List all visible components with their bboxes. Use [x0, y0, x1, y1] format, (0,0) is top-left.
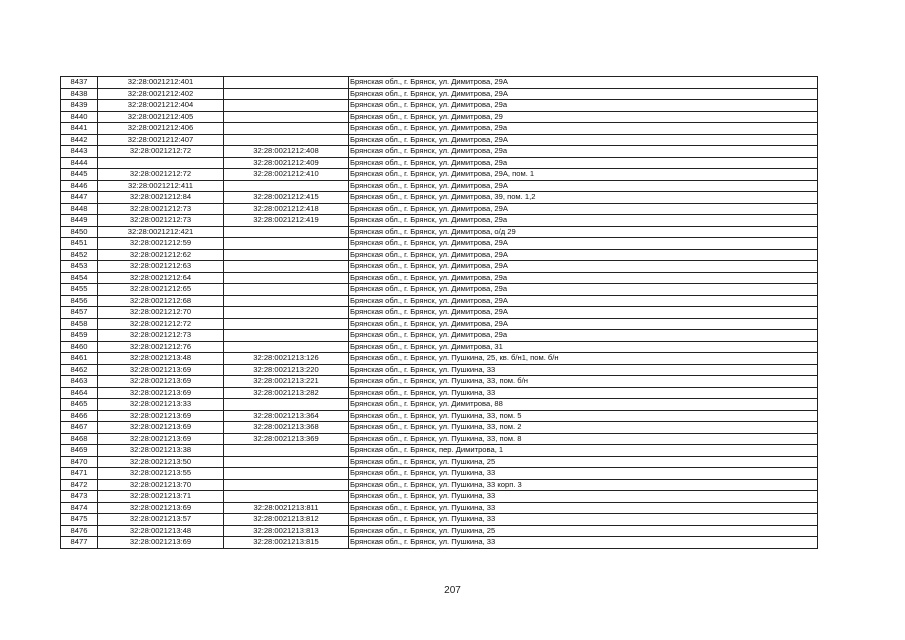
address-cell: Брянская обл., г. Брянск, ул. Пушкина, 25 [349, 456, 818, 468]
cadastral-number-cell: 32:28:0021213:48 [98, 525, 224, 537]
row-number-cell: 8450 [61, 226, 98, 238]
row-number-cell: 8476 [61, 525, 98, 537]
cadastral-number-cell: 32:28:0021212:405 [98, 111, 224, 123]
cadastral-number-cell: 32:28:0021213:70 [98, 479, 224, 491]
table-row [61, 491, 818, 503]
row-number-cell: 8457 [61, 307, 98, 319]
cadastral-object-cell [224, 180, 349, 192]
cadastral-number-cell: 32:28:0021212:59 [98, 238, 224, 250]
cadastral-object-cell [224, 77, 349, 89]
address-cell: Брянская обл., г. Брянск, ул. Димитрова, 29а [349, 330, 818, 342]
address-cell: Брянская обл., г. Брянск, ул. Димитрова, о/д 29 [349, 226, 818, 238]
table-row [61, 307, 818, 319]
row-number-cell: 8472 [61, 479, 98, 491]
table-row [61, 157, 818, 169]
table-row [61, 100, 818, 112]
table-row [61, 77, 818, 89]
row-number-cell: 8463 [61, 376, 98, 388]
cadastral-number-cell: 32:28:0021213:69 [98, 537, 224, 549]
row-number-cell: 8453 [61, 261, 98, 273]
cadastral-object-cell [224, 226, 349, 238]
cadastral-object-cell [224, 479, 349, 491]
address-cell: Брянская обл., г. Брянск, ул. Пушкина, 33, пом. 2 [349, 422, 818, 434]
table-row [61, 203, 818, 215]
row-number-cell: 8460 [61, 341, 98, 353]
address-cell: Брянская обл., г. Брянск, ул. Димитрова, 29а [349, 100, 818, 112]
cadastral-object-cell [224, 261, 349, 273]
row-number-cell: 8470 [61, 456, 98, 468]
cadastral-number-cell: 32:28:0021213:33 [98, 399, 224, 411]
cadastral-number-cell: 32:28:0021212:62 [98, 249, 224, 261]
cadastral-number-cell: 32:28:0021213:57 [98, 514, 224, 526]
table-row [61, 215, 818, 227]
address-cell: Брянская обл., г. Брянск, ул. Пушкина, 33, пом. 8 [349, 433, 818, 445]
cadastral-object-cell: 32:28:0021212:409 [224, 157, 349, 169]
address-cell: Брянская обл., г. Брянск, ул. Димитрова, 29А [349, 203, 818, 215]
cadastral-object-cell [224, 468, 349, 480]
row-number-cell: 8438 [61, 88, 98, 100]
table-row [61, 456, 818, 468]
cadastral-object-cell: 32:28:0021213:812 [224, 514, 349, 526]
table-row [61, 387, 818, 399]
cadastral-object-cell: 32:28:0021213:221 [224, 376, 349, 388]
cadastral-number-cell: 32:28:0021212:411 [98, 180, 224, 192]
address-cell: Брянская обл., г. Брянск, ул. Димитрова, 29а [349, 123, 818, 135]
address-cell: Брянская обл., г. Брянск, ул. Димитрова, 29А [349, 180, 818, 192]
cadastral-object-cell [224, 100, 349, 112]
cadastral-number-cell: 32:28:0021213:48 [98, 353, 224, 365]
cadastral-object-cell [224, 88, 349, 100]
address-cell: Брянская обл., г. Брянск, ул. Пушкина, 33 [349, 387, 818, 399]
cadastral-object-cell [224, 456, 349, 468]
cadastral-number-cell: 32:28:0021212:72 [98, 169, 224, 181]
cadastral-object-cell [224, 330, 349, 342]
row-number-cell: 8442 [61, 134, 98, 146]
address-cell: Брянская обл., г. Брянск, ул. Пушкина, 33, пом. б/н [349, 376, 818, 388]
row-number-cell: 8456 [61, 295, 98, 307]
cadastral-number-cell: 32:28:0021213:69 [98, 376, 224, 388]
table-row [61, 445, 818, 457]
address-cell: Брянская обл., г. Брянск, ул. Димитрова, 29 [349, 111, 818, 123]
cadastral-number-cell: 32:28:0021212:76 [98, 341, 224, 353]
table-row [61, 410, 818, 422]
cadastral-number-cell: 32:28:0021212:402 [98, 88, 224, 100]
address-cell: Брянская обл., г. Брянск, ул. Димитрова, 29а [349, 146, 818, 158]
table-row [61, 468, 818, 480]
address-cell: Брянская обл., г. Брянск, ул. Димитрова, 31 [349, 341, 818, 353]
row-number-cell: 8448 [61, 203, 98, 215]
cadastral-number-cell: 32:28:0021212:406 [98, 123, 224, 135]
cadastral-number-cell: 32:28:0021212:407 [98, 134, 224, 146]
row-number-cell: 8477 [61, 537, 98, 549]
row-number-cell: 8466 [61, 410, 98, 422]
table-row [61, 525, 818, 537]
address-cell: Брянская обл., г. Брянск, ул. Димитрова, 29А [349, 261, 818, 273]
table-row [61, 192, 818, 204]
table-row [61, 238, 818, 250]
cadastral-object-cell [224, 491, 349, 503]
cadastral-object-cell [224, 272, 349, 284]
cadastral-object-cell [224, 249, 349, 261]
cadastral-object-cell: 32:28:0021213:813 [224, 525, 349, 537]
row-number-cell: 8441 [61, 123, 98, 135]
address-cell: Брянская обл., г. Брянск, ул. Пушкина, 33 [349, 491, 818, 503]
table-row [61, 502, 818, 514]
page-number: 207 [444, 585, 461, 596]
cadastral-object-cell [224, 123, 349, 135]
address-cell: Брянская обл., г. Брянск, ул. Димитрова, 29А [349, 88, 818, 100]
row-number-cell: 8443 [61, 146, 98, 158]
cadastral-object-cell: 32:28:0021213:126 [224, 353, 349, 365]
cadastral-object-cell: 32:28:0021213:368 [224, 422, 349, 434]
address-cell: Брянская обл., г. Брянск, ул. Пушкина, 33, пом. 5 [349, 410, 818, 422]
table-row [61, 537, 818, 549]
row-number-cell: 8446 [61, 180, 98, 192]
cadastral-number-cell: 32:28:0021212:401 [98, 77, 224, 89]
table-row [61, 134, 818, 146]
table-row [61, 433, 818, 445]
cadastral-number-cell: 32:28:0021212:73 [98, 215, 224, 227]
row-number-cell: 8447 [61, 192, 98, 204]
address-cell: Брянская обл., г. Брянск, ул. Димитрова, 29А [349, 249, 818, 261]
address-cell: Брянская обл., г. Брянск, пер. Димитрова, 1 [349, 445, 818, 457]
cadastral-number-cell: 32:28:0021213:69 [98, 502, 224, 514]
table-row [61, 353, 818, 365]
address-cell: Брянская обл., г. Брянск, ул. Пушкина, 33 [349, 502, 818, 514]
cadastral-object-cell: 32:28:0021213:282 [224, 387, 349, 399]
row-number-cell: 8449 [61, 215, 98, 227]
cadastral-number-cell: 32:28:0021213:69 [98, 387, 224, 399]
address-cell: Брянская обл., г. Брянск, ул. Пушкина, 33 [349, 514, 818, 526]
table-row [61, 399, 818, 411]
cadastral-number-cell: 32:28:0021212:404 [98, 100, 224, 112]
cadastral-number-cell: 32:28:0021212:73 [98, 203, 224, 215]
row-number-cell: 8439 [61, 100, 98, 112]
table-row [61, 226, 818, 238]
row-number-cell: 8465 [61, 399, 98, 411]
row-number-cell: 8440 [61, 111, 98, 123]
cadastral-object-cell: 32:28:0021212:415 [224, 192, 349, 204]
cadastral-number-cell: 32:28:0021213:69 [98, 410, 224, 422]
row-number-cell: 8445 [61, 169, 98, 181]
row-number-cell: 8462 [61, 364, 98, 376]
row-number-cell: 8444 [61, 157, 98, 169]
row-number-cell: 8474 [61, 502, 98, 514]
address-cell: Брянская обл., г. Брянск, ул. Димитрова, 29А [349, 318, 818, 330]
table-row [61, 249, 818, 261]
row-number-cell: 8458 [61, 318, 98, 330]
cadastral-number-cell: 32:28:0021212:64 [98, 272, 224, 284]
cadastral-number-cell: 32:28:0021213:55 [98, 468, 224, 480]
table-row [61, 330, 818, 342]
cadastral-object-cell [224, 238, 349, 250]
address-cell: Брянская обл., г. Брянск, ул. Пушкина, 25, кв. б/н1, пом. б/н [349, 353, 818, 365]
records-table [60, 76, 818, 549]
cadastral-object-cell: 32:28:0021212:410 [224, 169, 349, 181]
cadastral-object-cell [224, 111, 349, 123]
table-row [61, 479, 818, 491]
cadastral-object-cell: 32:28:0021213:811 [224, 502, 349, 514]
address-cell: Брянская обл., г. Брянск, ул. Димитрова, 29А [349, 77, 818, 89]
cadastral-number-cell: 32:28:0021213:69 [98, 364, 224, 376]
address-cell: Брянская обл., г. Брянск, ул. Димитрова, 29А, пом. 1 [349, 169, 818, 181]
row-number-cell: 8468 [61, 433, 98, 445]
cadastral-number-cell: 32:28:0021213:50 [98, 456, 224, 468]
cadastral-object-cell: 32:28:0021212:408 [224, 146, 349, 158]
row-number-cell: 8464 [61, 387, 98, 399]
table-row [61, 272, 818, 284]
row-number-cell: 8461 [61, 353, 98, 365]
address-cell: Брянская обл., г. Брянск, ул. Димитрова, 29а [349, 215, 818, 227]
address-cell: Брянская обл., г. Брянск, ул. Димитрова, 29А [349, 295, 818, 307]
cadastral-object-cell [224, 318, 349, 330]
cadastral-number-cell: 32:28:0021212:84 [98, 192, 224, 204]
table-row [61, 169, 818, 181]
cadastral-number-cell: 32:28:0021212:70 [98, 307, 224, 319]
row-number-cell: 8437 [61, 77, 98, 89]
address-cell: Брянская обл., г. Брянск, ул. Димитрова, 29А [349, 134, 818, 146]
address-cell: Брянская обл., г. Брянск, ул. Пушкина, 33 [349, 468, 818, 480]
table-row [61, 364, 818, 376]
table-row [61, 123, 818, 135]
address-cell: Брянская обл., г. Брянск, ул. Димитрова, 39, пом. 1,2 [349, 192, 818, 204]
cadastral-object-cell [224, 341, 349, 353]
cadastral-object-cell [224, 295, 349, 307]
row-number-cell: 8475 [61, 514, 98, 526]
cadastral-object-cell [224, 307, 349, 319]
address-cell: Брянская обл., г. Брянск, ул. Димитрова, 29а [349, 157, 818, 169]
cadastral-object-cell: 32:28:0021213:220 [224, 364, 349, 376]
address-cell: Брянская обл., г. Брянск, ул. Пушкина, 33 [349, 537, 818, 549]
cadastral-number-cell: 32:28:0021212:72 [98, 146, 224, 158]
table-row [61, 180, 818, 192]
cadastral-number-cell: 32:28:0021213:69 [98, 422, 224, 434]
cadastral-object-cell: 32:28:0021213:815 [224, 537, 349, 549]
table-row [61, 318, 818, 330]
cadastral-number-cell: 32:28:0021213:69 [98, 433, 224, 445]
records-table-body [61, 77, 818, 549]
table-row [61, 261, 818, 273]
table-row [61, 514, 818, 526]
address-cell: Брянская обл., г. Брянск, ул. Пушкина, 33 корп. 3 [349, 479, 818, 491]
row-number-cell: 8454 [61, 272, 98, 284]
cadastral-number-cell: 32:28:0021212:63 [98, 261, 224, 273]
row-number-cell: 8452 [61, 249, 98, 261]
table-row [61, 146, 818, 158]
cadastral-number-cell: 32:28:0021212:421 [98, 226, 224, 238]
cadastral-number-cell: 32:28:0021212:65 [98, 284, 224, 296]
cadastral-object-cell [224, 284, 349, 296]
address-cell: Брянская обл., г. Брянск, ул. Димитрова, 88 [349, 399, 818, 411]
row-number-cell: 8459 [61, 330, 98, 342]
cadastral-object-cell: 32:28:0021212:418 [224, 203, 349, 215]
row-number-cell: 8473 [61, 491, 98, 503]
cadastral-object-cell: 32:28:0021212:419 [224, 215, 349, 227]
address-cell: Брянская обл., г. Брянск, ул. Пушкина, 25 [349, 525, 818, 537]
cadastral-number-cell: 32:28:0021212:72 [98, 318, 224, 330]
table-row [61, 422, 818, 434]
table-row [61, 111, 818, 123]
table-row [61, 284, 818, 296]
address-cell: Брянская обл., г. Брянск, ул. Димитрова, 29А [349, 238, 818, 250]
cadastral-object-cell [224, 399, 349, 411]
cadastral-number-cell: 32:28:0021212:68 [98, 295, 224, 307]
row-number-cell: 8455 [61, 284, 98, 296]
address-cell: Брянская обл., г. Брянск, ул. Димитрова, 29а [349, 272, 818, 284]
cadastral-number-cell [98, 157, 224, 169]
table-row [61, 341, 818, 353]
address-cell: Брянская обл., г. Брянск, ул. Димитрова, 29А [349, 307, 818, 319]
table-row [61, 295, 818, 307]
row-number-cell: 8467 [61, 422, 98, 434]
row-number-cell: 8469 [61, 445, 98, 457]
cadastral-object-cell [224, 445, 349, 457]
table-row [61, 88, 818, 100]
cadastral-object-cell: 32:28:0021213:369 [224, 433, 349, 445]
address-cell: Брянская обл., г. Брянск, ул. Пушкина, 33 [349, 364, 818, 376]
cadastral-object-cell: 32:28:0021213:364 [224, 410, 349, 422]
cadastral-number-cell: 32:28:0021213:71 [98, 491, 224, 503]
cadastral-number-cell: 32:28:0021213:38 [98, 445, 224, 457]
table-row [61, 376, 818, 388]
row-number-cell: 8471 [61, 468, 98, 480]
cadastral-number-cell: 32:28:0021212:73 [98, 330, 224, 342]
cadastral-object-cell [224, 134, 349, 146]
address-cell: Брянская обл., г. Брянск, ул. Димитрова, 29а [349, 284, 818, 296]
row-number-cell: 8451 [61, 238, 98, 250]
